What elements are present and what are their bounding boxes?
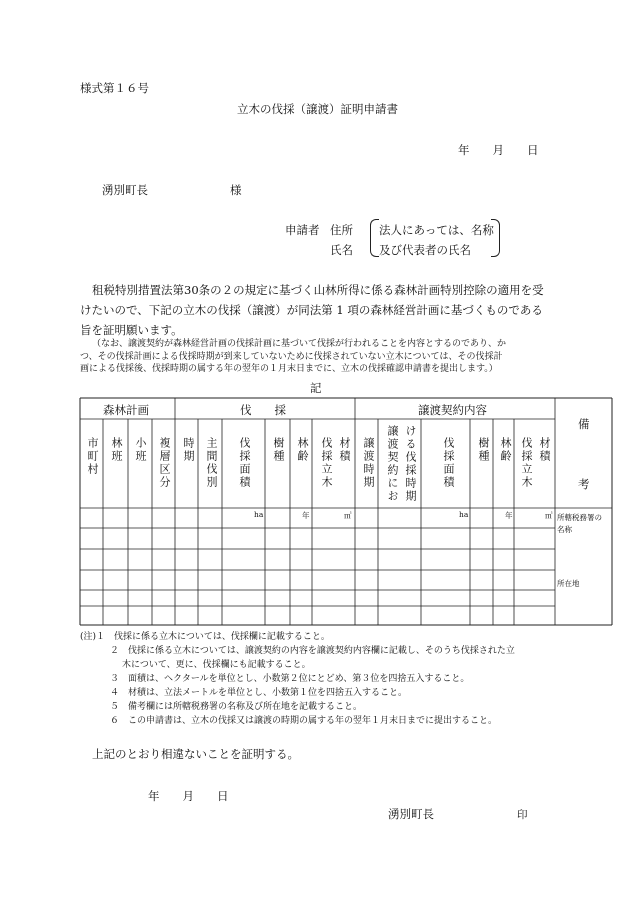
note-1 bbox=[80, 630, 515, 644]
body-line-3: 旨を証明願います。 bbox=[80, 323, 183, 337]
certification-signer: 湧別町長 bbox=[388, 807, 434, 821]
note-4 bbox=[80, 686, 515, 700]
col-age: 林齢 bbox=[296, 437, 309, 463]
corporation-note-1: 法人にあっては、名称 bbox=[379, 223, 494, 237]
unit-year-transfer: 年 bbox=[505, 511, 513, 520]
col-multi-layer: 複層区分 bbox=[158, 437, 171, 489]
col-transfer-felling-a: 譲渡契約にお bbox=[386, 425, 399, 503]
application-date: 年 月 日 bbox=[458, 143, 539, 157]
col-transfer-age: 林齢 bbox=[499, 437, 512, 463]
notes-section bbox=[80, 630, 515, 728]
col-species: 樹種 bbox=[272, 437, 285, 463]
note-prefix: (注)１ bbox=[80, 632, 106, 642]
name-label: 氏名 bbox=[330, 243, 353, 257]
corporation-note-2: 及び代表者の氏名 bbox=[379, 243, 471, 257]
note-3-text: 面積は、ヘクタールを単位とし、小数第２位にとどめ、第３位を四捨五入すること。 bbox=[128, 674, 470, 684]
header-remarks-top: 備 bbox=[578, 417, 590, 431]
col-compartment: 林班 bbox=[110, 437, 123, 463]
unit-ha-transfer: ha bbox=[459, 510, 469, 519]
header-remarks-bottom: 考 bbox=[578, 477, 590, 491]
unit-ha: ha bbox=[254, 510, 264, 519]
note-2-text-a: 伐採に係る立木については、譲渡契約の内容を譲渡契約内容欄に記載し、そのうち伐採された立 bbox=[128, 646, 515, 656]
note-6 bbox=[80, 714, 515, 728]
paren-line-2: つ、その伐採計画による伐採時期が到来していないために伐採されていない立木については、その伐採計 bbox=[80, 351, 503, 362]
remarks-tax-office-1: 所轄税務署の bbox=[557, 513, 602, 522]
col-municipality: 市町村 bbox=[86, 437, 99, 476]
note-4-text: 材積は、立法メートルを単位とし、小数第１位を四捨五入すること。 bbox=[128, 688, 408, 698]
col-sub-compartment: 小班 bbox=[134, 437, 147, 463]
document-title: 立木の伐採（譲渡）証明申請書 bbox=[237, 102, 398, 116]
col-transfer-timing: 譲渡時期 bbox=[362, 437, 375, 489]
col-transfer-felling-b: ける伐採時期 bbox=[404, 425, 417, 503]
note-2-cont: 木について、更に、伐採欄にも記載すること。 bbox=[122, 660, 311, 670]
col-felling-volume-a: 伐採立木 bbox=[320, 437, 333, 489]
note-3 bbox=[80, 672, 515, 686]
note-5-num: ５ bbox=[110, 702, 120, 712]
note-5 bbox=[80, 700, 515, 714]
col-transfer-species: 樹種 bbox=[477, 437, 490, 463]
body-line-2: けたいので、下記の立木の伐採（譲渡）が同法第 1 項の森林経営計画に基づくものである bbox=[80, 303, 543, 317]
certification-date: 年 月 日 bbox=[148, 789, 229, 803]
applicant-label: 申請者 bbox=[285, 223, 320, 237]
address-label: 住所 bbox=[330, 223, 353, 237]
certification-statement: 上記のとおり相違ないことを証明する。 bbox=[92, 747, 299, 761]
note-2 bbox=[80, 644, 515, 658]
col-felling-area: 伐採面積 bbox=[238, 437, 251, 489]
addressee: 湧別町長 bbox=[102, 183, 148, 197]
note-3-num: ３ bbox=[110, 674, 120, 684]
col-transfer-volume-a: 伐採立木 bbox=[520, 437, 533, 489]
col-transfer-volume-b: 材積 bbox=[538, 437, 551, 463]
note-4-num: ４ bbox=[110, 688, 120, 698]
form-number: 様式第１６号 bbox=[80, 81, 149, 95]
paren-line-3: 画による伐採後、伐採時期の属する年の翌年の１月末日までに、立木の伐採確認申請書を提出します。） bbox=[80, 364, 498, 374]
note-5-text: 備考欄には所轄税務署の名称及び所在地を記載すること。 bbox=[128, 702, 363, 712]
note-6-num: ６ bbox=[110, 716, 120, 726]
note-2-num: ２ bbox=[110, 646, 120, 656]
header-felling: 伐 採 bbox=[240, 403, 286, 417]
col-transfer-area: 伐採面積 bbox=[442, 437, 455, 489]
header-forest-plan: 森林計画 bbox=[103, 403, 149, 417]
header-transfer: 譲渡契約内容 bbox=[418, 403, 487, 417]
honorific: 様 bbox=[230, 183, 242, 197]
remarks-location: 所在地 bbox=[557, 579, 580, 588]
col-timing: 時期 bbox=[182, 437, 195, 463]
col-felling-volume-b: 材積 bbox=[338, 437, 351, 463]
col-main-thinning: 主間伐別 bbox=[205, 437, 218, 489]
ki-heading: 記 bbox=[310, 381, 322, 395]
body-line-1: 租税特別措置法第30条の２の規定に基づく山林所得に係る森林計画特別控除の適用を受 bbox=[92, 283, 544, 297]
unit-year: 年 bbox=[302, 511, 310, 520]
unit-m3: ㎥ bbox=[344, 511, 352, 520]
paren-line-1: （なお、譲渡契約が森林経営計画の伐採計画に基づいて伐採が行われることを内容とするのであり、か bbox=[92, 339, 507, 349]
remarks-tax-office-2: 名称 bbox=[557, 525, 572, 534]
unit-m3-transfer: ㎥ bbox=[545, 511, 553, 520]
note-1-text: 伐採に係る立木については、伐採欄に記載すること。 bbox=[114, 632, 330, 642]
note-6-text: この申請書は、立木の伐採又は譲渡の時期の属する年の翌年１月末日までに提出すること。 bbox=[128, 716, 498, 726]
seal-mark: 印 bbox=[517, 809, 528, 821]
